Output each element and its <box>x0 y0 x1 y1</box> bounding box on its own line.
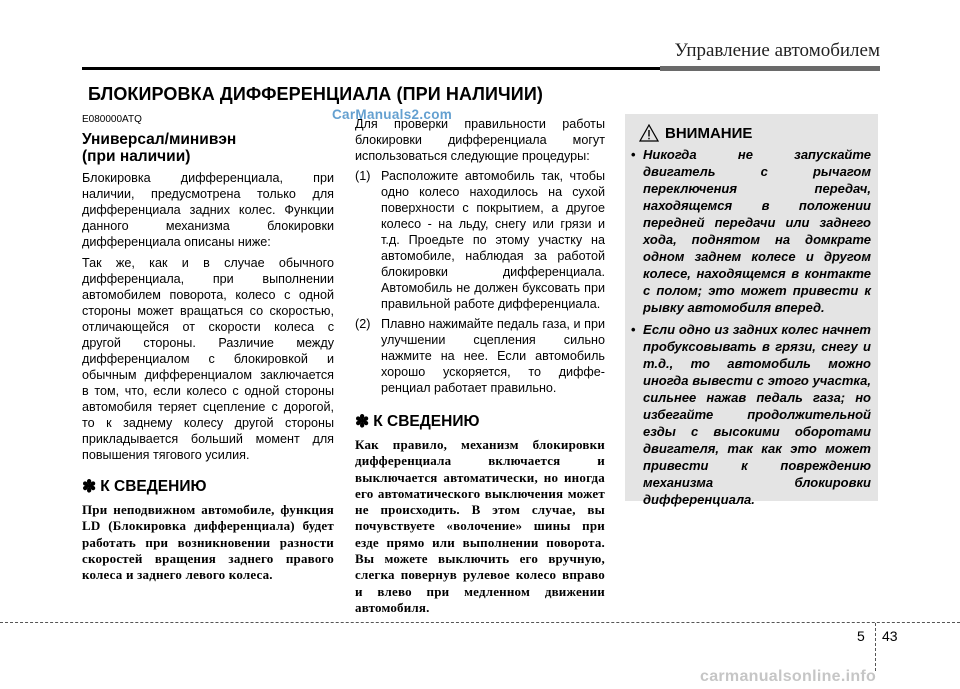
header-rule <box>82 67 660 70</box>
step-text: Плавно нажимайте педаль газа, и при улучшении сцепления сильно нажмите на нее. Если автомобиль хорошо ускоряется, то диффе-ренциал работает правильно. <box>381 317 605 395</box>
note-heading <box>82 477 334 497</box>
paragraph-description: Так же, как и в случае обычного дифференциала, при выполнении автомобилем поворота, колесо с одной стороны может вращаться со скоростью, отличающейся от скорости колеса с другой стороны. Различие между дифференциалом с блокировкой и обычным дифференциалом заключается в том, что, если колесо с одной стороны автомобиля теряет сцепление с дорогой, то к заднему колесу другой стороны прикладывается больший момент для повышения тягового усилия. <box>82 256 334 462</box>
column-middle <box>355 108 605 616</box>
page-number: 43 <box>882 628 898 644</box>
step-number: (2) <box>355 317 371 331</box>
footer-rule <box>0 622 960 623</box>
paragraph-intro: Блокировка дифференциала, при наличии, предусмотрена только для дифференциала задних колес. Функции данного механизма блокировки дифференциала описаны ниже: <box>82 171 334 249</box>
bullet-icon: • <box>631 322 636 337</box>
warning-item-text: Никогда не запускайте двигатель с рычагом переключения передач, находящемся в положении передней передачи или заднего хода, поднятом на домкрате одном заднем колесе и другом колесе, находящемся в контакте с полом; это может привести к рывку автомобиля вперед. <box>643 147 871 315</box>
note-text: Как правило, механизм блокировки дифференциала включается и выключается автоматически, но иногда его автоматического выключения может не происходить. В этом случае, вы почувствуете «волочение» шины при езде прямо или выполнении поворота. Вы можете выключить его вручную, слегка повернув рулевое колесо вправо и влево при медленном движении автомобиля. <box>355 437 605 615</box>
note-heading <box>355 412 605 432</box>
paragraph-procedures: Для проверки правильности работы блокировки дифференциала могут использоваться следующие процедуры: <box>355 117 605 163</box>
step-text: Расположите автомобиль так, чтобы одно колесо находилось на сухой поверхности с покрытием, а другое колесо - на льду, снегу или грязи и т.д. Проедьте по этому участку на автомобиле, наблюдая за работой блокировки дифференциала. Автомобиль не должен буксовать при правильной работе дифференциала. <box>381 169 605 311</box>
warning-heading <box>639 124 752 142</box>
step-number: (1) <box>355 169 371 183</box>
warning-item <box>631 321 871 508</box>
procedure-step <box>355 316 605 396</box>
note-star-icon: ✽ <box>82 477 97 496</box>
subsection-title-line1: Универсал/минивэн <box>82 131 237 148</box>
section-title: БЛОКИРОВКА ДИФФЕРЕНЦИАЛА (ПРИ НАЛИЧИИ) <box>88 84 543 104</box>
subsection-title <box>82 131 334 165</box>
warning-box <box>625 114 878 507</box>
overlay-watermark: CarManuals2.com <box>332 107 453 122</box>
site-watermark: carmanualsonline.info <box>700 668 877 685</box>
bullet-icon: • <box>631 147 636 162</box>
note-text: При неподвижном автомобиле, функция LD (Блокировка дифференциала) будет работать при возникновении разности скоростей вращения заднего правого колеса и заднего левого колеса. <box>82 502 334 583</box>
section-code: E080000ATQ <box>82 114 142 125</box>
procedure-step <box>355 168 605 312</box>
running-header: Управление автомобилем <box>674 40 880 61</box>
subsection-title-line2: (при наличии) <box>82 148 191 165</box>
warning-heading-label: ВНИМАНИЕ <box>665 124 753 142</box>
warning-item <box>631 146 871 316</box>
note-heading-label: К СВЕДЕНИЮ <box>100 478 207 495</box>
footer-divider <box>875 623 876 671</box>
note-star-icon: ✽ <box>355 412 370 431</box>
warning-list <box>631 146 871 513</box>
note-heading-label: К СВЕДЕНИЮ <box>373 413 480 430</box>
warning-item-text: Если одно из задних колес начнет пробуксовывать в грязи, снегу и т.д., то автомобиль можно иногда вывести с этого участка, сильнее нажав педаль газа; но избегайте продолжительной езды с высокими оборотами двигателя, так как это может привести к повреждению механизма блокировки дифференциала. <box>643 322 871 507</box>
column-left <box>82 108 334 583</box>
warning-triangle-icon <box>639 124 659 142</box>
header-rule-accent <box>660 66 880 71</box>
chapter-number: 5 <box>857 628 865 644</box>
